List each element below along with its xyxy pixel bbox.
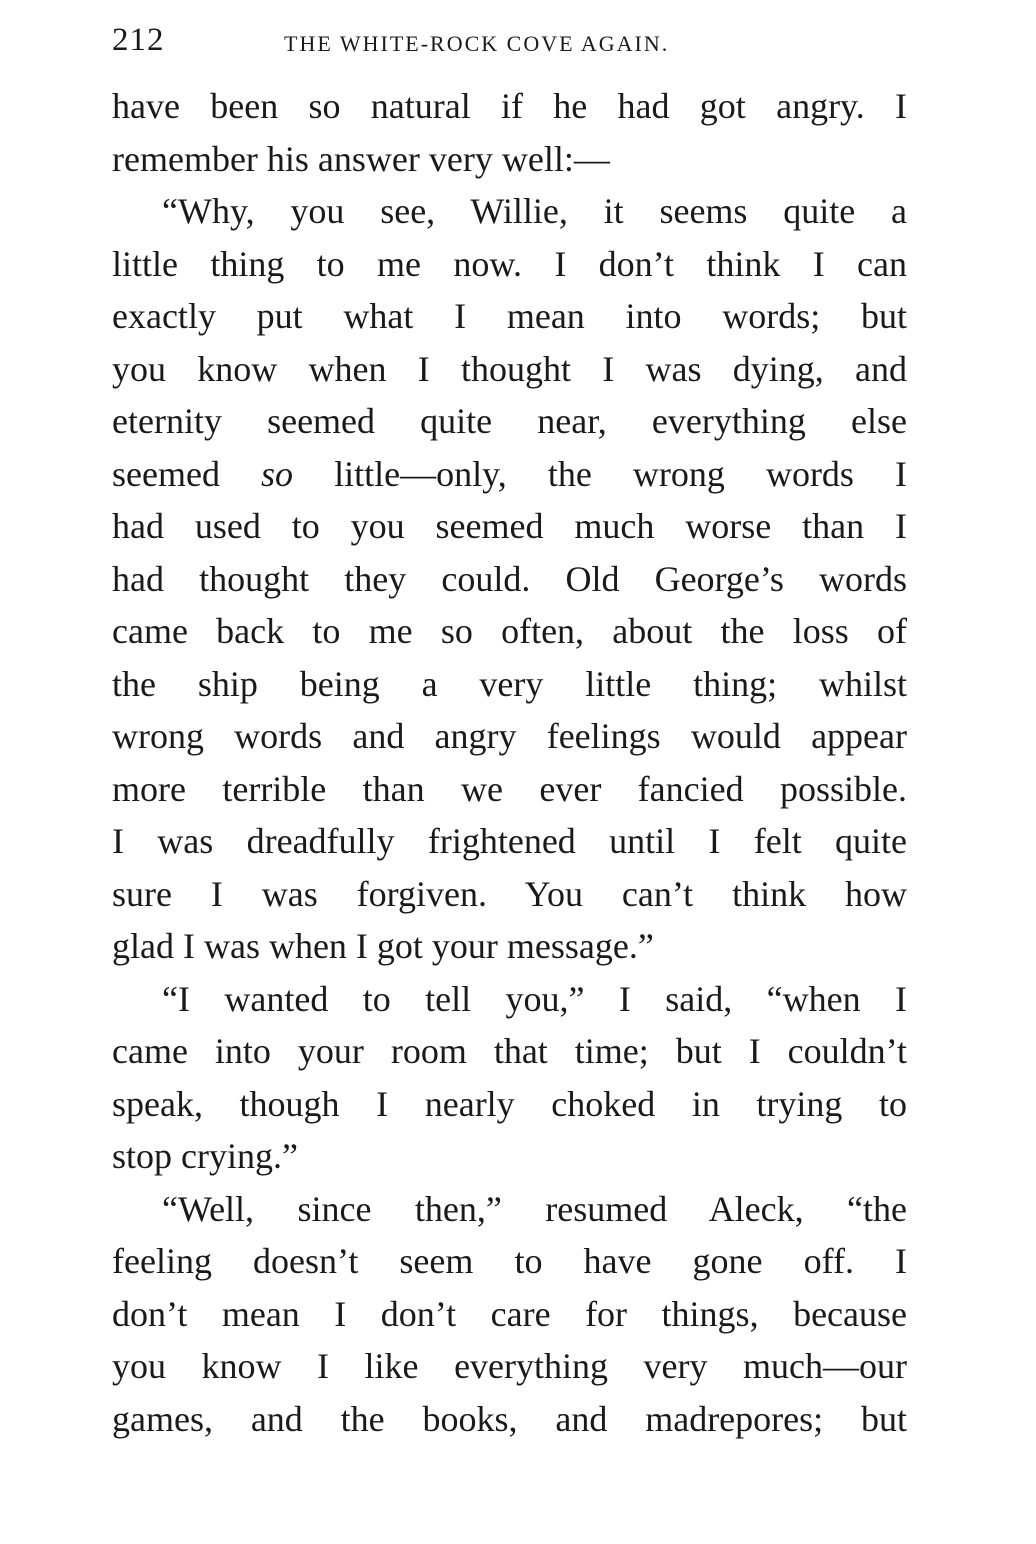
body-text [112, 80, 907, 1445]
text-line: stop crying.” [112, 1136, 298, 1176]
text-line: speak, though I nearly choked in trying to [112, 1083, 907, 1124]
text-line: sure I was forgiven. You can’t think how [112, 873, 907, 914]
running-head-title: THE WHITE-ROCK COVE AGAIN. [284, 31, 670, 56]
text-line: had used to you seemed much worse than I [112, 506, 907, 546]
italic-emphasis: so [261, 453, 294, 494]
text-line: remember his answer very well:— [112, 138, 610, 179]
text-line: came into your room that time; but I couldn’t [112, 1031, 907, 1071]
text-line: the ship being a very little thing; whilst [112, 663, 907, 704]
text-line-with-italic [112, 448, 907, 501]
running-head [112, 22, 907, 62]
text-line: came back to me so often, about the loss of [112, 611, 907, 651]
text-line: wrong words and angry feelings would appear [112, 716, 907, 756]
text-line: I was dreadfully frightened until I felt quite [112, 821, 907, 861]
text-line: eternity seemed quite near, everything else [112, 401, 907, 441]
text-line: had thought they could. Old George’s words [112, 558, 907, 599]
text-line: glad I was when I got your message.” [112, 926, 654, 966]
text-line: you know when I thought I was dying, and [112, 348, 907, 389]
text-run: little—only, the wrong words I [293, 453, 908, 494]
page-number: 212 [112, 22, 165, 58]
paragraph-start-line: “I wanted to tell you,” I said, “when I [162, 978, 907, 1019]
text-line: you know I like everything very much—our [112, 1346, 907, 1386]
paragraph-start-line: “Why, you see, Willie, it seems quite a [162, 191, 907, 231]
text-line: games, and the books, and madrepores; but [112, 1398, 907, 1439]
text-line: feeling doesn’t seem to have gone off. I [112, 1241, 907, 1281]
text-line: little thing to me now. I don’t think I can [112, 243, 907, 284]
text-line: exactly put what I mean into words; but [112, 296, 907, 336]
paragraph-start-line: “Well, since then,” resumed Aleck, “the [162, 1188, 907, 1229]
text-line: more terrible than we ever fancied possible. [112, 768, 907, 809]
text-line: have been so natural if he had got angry. I [112, 86, 907, 126]
text-run: seemed [112, 453, 262, 494]
text-line: don’t mean I don’t care for things, because [112, 1293, 907, 1334]
